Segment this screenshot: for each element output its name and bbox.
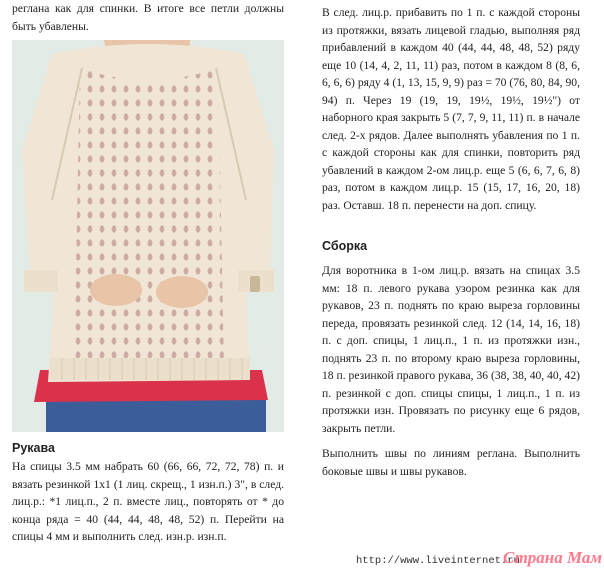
sweater-photo xyxy=(12,40,284,432)
brand-logo: Страна Мам xyxy=(502,548,602,567)
intro-text xyxy=(12,0,284,35)
right-column xyxy=(322,4,580,480)
sleeves-section xyxy=(12,438,284,546)
source-url[interactable]: http://www.liveinternet.ru xyxy=(356,555,520,567)
sleeves-paragraph: На спицы 3.5 мм набрать 60 (66, 66, 72, 72, 78) п. и вязать резинкой 1х1 (1 лиц. скрещ., 1 изн.п.) 3", в след. лиц.р.: *1 лиц.п., 2 п. вместе лиц., повторять от * до конца ряда = 40 (44, 44, 48, 48, 52) п. Перейти на спицы 4 мм и выполнить след. изн.р. изн.п. xyxy=(12,460,284,543)
assembly-heading: Сборка xyxy=(322,239,368,253)
sweater-illustration xyxy=(12,40,284,432)
intro-paragraph: реглана как для спинки. В итоге все петли должны быть убавлены. xyxy=(12,2,284,33)
footer-watermark xyxy=(356,548,604,572)
sleeves-heading: Рукава xyxy=(12,441,55,455)
assembly-paragraph: Для воротника в 1-ом лиц.р. вязать на спицах 3.5 мм: 18 п. левого рукава узором резинка как для рукавов, 23 п. поднять по краю выреза горловины переда, провязать резинкой след. 12 (14, 14, 16, 18) п. с доп. спицы, 1 лиц.п., 1 п. из протяжки изн., поднять 23 п. по второму краю выреза горловины, 18 п. резинкой правого рукава, 36 (38, 38, 40, 40, 42) п. резинкой с доп. спицы спицы, 1 лиц.п., 1 п. из протяжки изн. Провязать по рисунку еще 6 рядов, закрыть петли. xyxy=(322,264,580,435)
final-paragraph: Выполнить швы по линиям реглана. Выполнить боковые швы и швы рукавов. xyxy=(322,447,580,478)
increase-paragraph: В след. лиц.р. прибавить по 1 п. с каждой стороны из протяжки, вязать лицевой гладью, выполняя ряд прибавлений в каждом 40 (44, 44, 48, 48, 52) ряду еще 10 (14, 4, 2, 11, 11) раз, потом в каждом 8 (8, 6, 6, 6, 6) ряду 4 (1, 13, 15, 9, 9) раз = 70 (76, 80, 84, 90, 94) п. Через 19 (19, 19, 19½, 19½, 19½") от наборного края закрыть 5 (7, 7, 9, 11, 11) п. в начале след. 2-х рядов. Далее выполнять убавления по 1 п. с каждой стороны как для спинки, повторить ряд убавлений в каждом 2-ом лиц.р. еще 5 (6, 6, 7, 6, 8) раз, потом в каждом лиц.р. 15 (15, 17, 16, 20, 18) раз. Оставш. 18 п. перенести на доп. спицу. xyxy=(322,6,580,212)
